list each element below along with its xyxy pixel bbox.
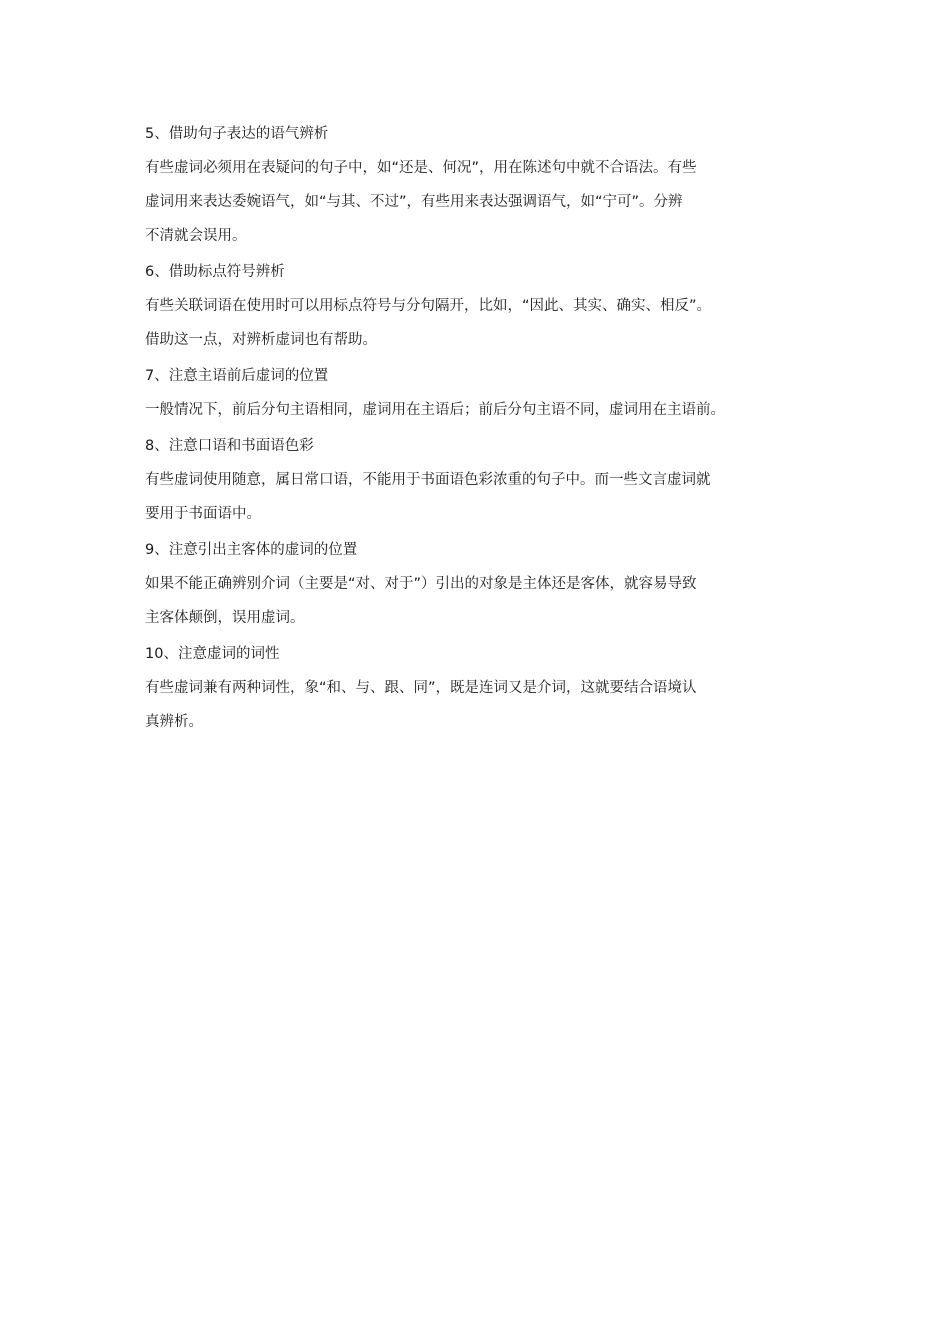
paragraph-line: 虚词用来表达委婉语气，如“与其、不过”，有些用来表达强调语气，如“宁可”。分辨 [145, 194, 683, 210]
paragraph-line: 一般情况下，前后分句主语相同，虚词用在主语后；前后分句主语不同，虚词用在主语前。 [145, 402, 725, 418]
paragraph-line: 要用于书面语中。 [145, 506, 261, 522]
section-6 [145, 262, 815, 356]
section-paragraph [145, 470, 815, 530]
section-8 [145, 436, 815, 530]
section-heading: 9、注意引出主客体的虚词的位置 [145, 542, 358, 558]
section-heading: 6、借助标点符号辨析 [145, 264, 285, 280]
section-paragraph [145, 158, 815, 252]
section-10 [145, 644, 815, 738]
section-paragraph [145, 678, 815, 738]
paragraph-line: 有些关联词语在使用时可以用标点符号与分句隔开，比如，“因此、其实、确实、相反”。 [145, 298, 712, 314]
paragraph-line: 有些虚词兼有两种词性，象“和、与、跟、同”，既是连词又是介词，这就要结合语境认 [145, 680, 697, 696]
section-paragraph [145, 574, 815, 634]
section-heading: 8、注意口语和书面语色彩 [145, 438, 314, 454]
section-paragraph [145, 400, 815, 426]
paragraph-line: 有些虚词使用随意，属日常口语，不能用于书面语色彩浓重的句子中。而一些文言虚词就 [145, 472, 711, 488]
paragraph-line: 借助这一点，对辨析虚词也有帮助。 [145, 332, 377, 348]
paragraph-line: 有些虚词必须用在表疑问的句子中，如“还是、何况”，用在陈述句中就不合语法。有些 [145, 160, 697, 176]
section-5 [145, 124, 815, 252]
paragraph-line: 如果不能正确辨别介词（主要是“对、对于”）引出的对象是主体还是客体，就容易导致 [145, 576, 697, 592]
section-paragraph [145, 296, 815, 356]
section-heading: 7、注意主语前后虚词的位置 [145, 368, 329, 384]
section-7 [145, 366, 815, 426]
section-heading: 5、借助句子表达的语气辨析 [145, 126, 329, 142]
paragraph-line: 主客体颠倒，误用虚词。 [145, 610, 305, 626]
section-heading: 10、注意虚词的词性 [145, 646, 280, 662]
section-9 [145, 540, 815, 634]
paragraph-line: 真辨析。 [145, 714, 203, 730]
document-body [145, 124, 815, 748]
paragraph-line: 不清就会误用。 [145, 228, 247, 244]
